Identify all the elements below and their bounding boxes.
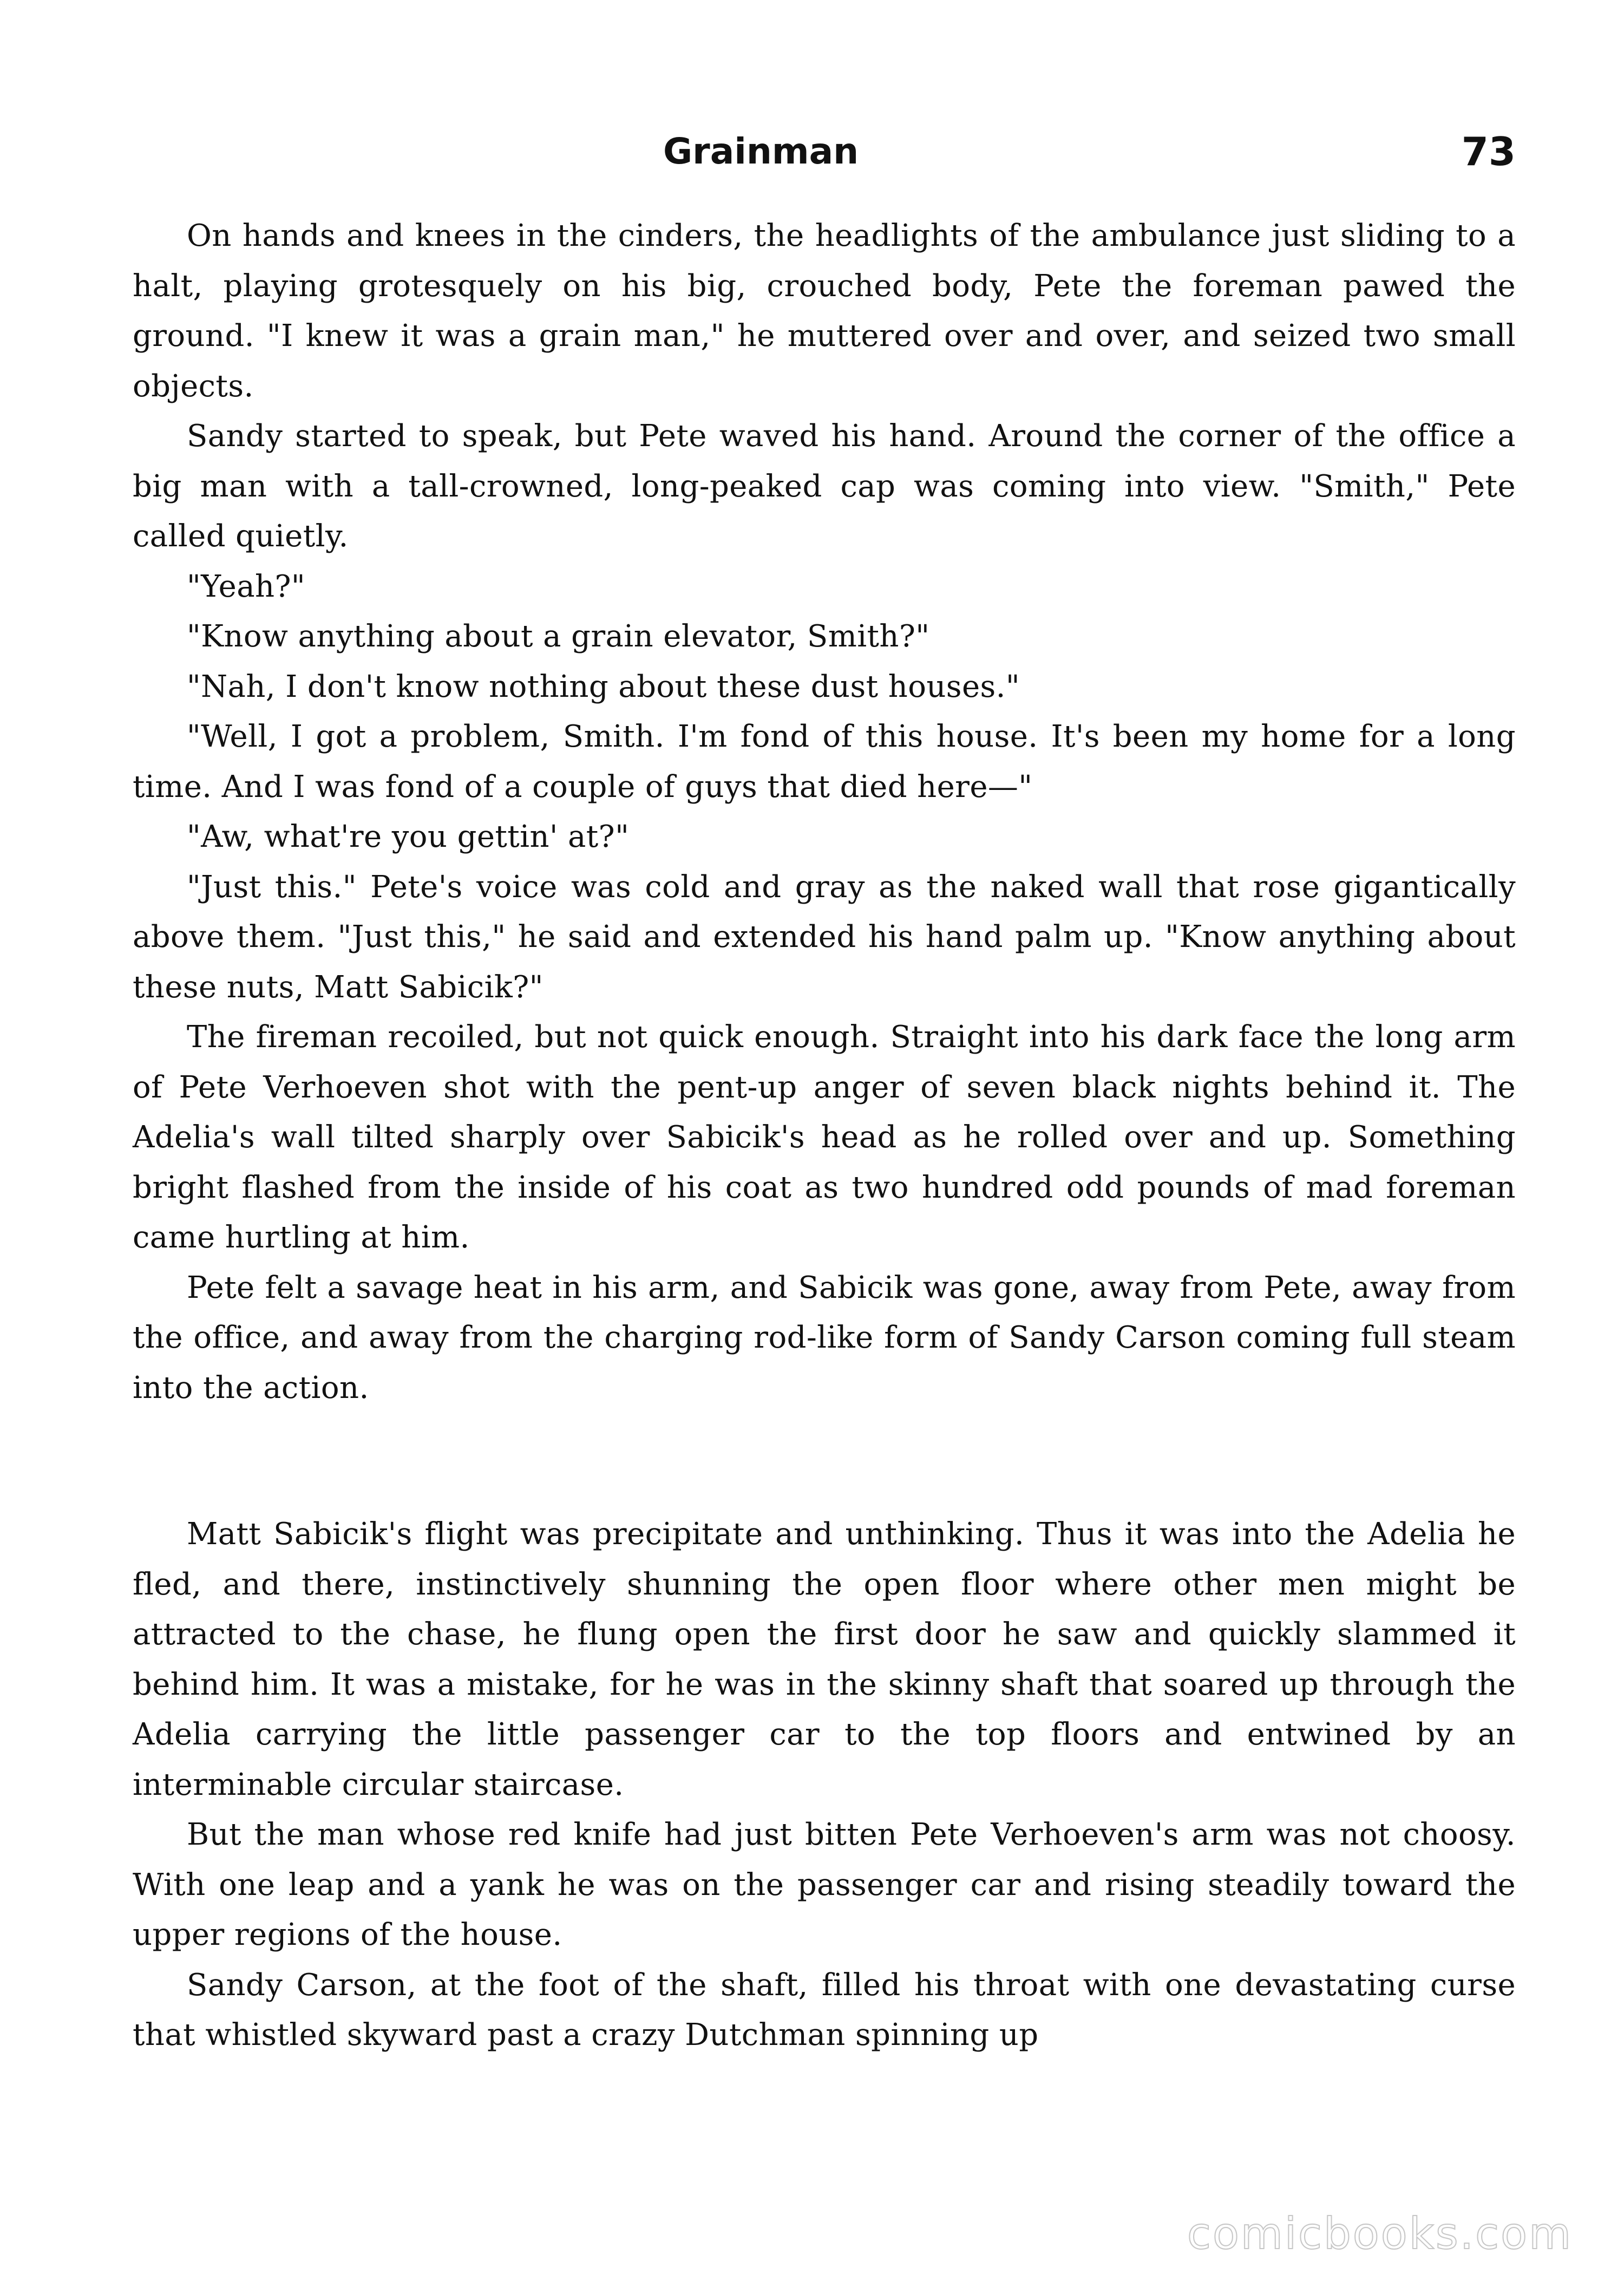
paragraph: "Well, I got a problem, Smith. I'm fond of this house. It's been my home for a long time. And I was fond of a couple of guys that died here—" bbox=[133, 719, 1516, 805]
body-text bbox=[133, 211, 1516, 2061]
paragraph: "Know anything about a grain elevator, Smith?" bbox=[187, 619, 930, 654]
section-break bbox=[133, 1413, 1516, 1510]
watermark: comicbooks.com bbox=[1187, 2208, 1573, 2259]
paragraph: Sandy started to speak, but Pete waved his hand. Around the corner of the office a big man with a tall-crowned, long-peaked cap was coming into view. "Smith," Pete called quietly. bbox=[133, 419, 1516, 554]
paragraph: Matt Sabicik's flight was precipitate and unthinking. Thus it was into the Adelia he fled, and there, instinctively shunning the open floor where other men might be attracted to the chase, he flung open the first door he saw and quickly slammed it behind him. It was a mistake, for he was in the skinny shaft that soared up through the Adelia carrying the little passenger car to the top floors and entwined by an interminable circular staircase. bbox=[133, 1517, 1516, 1802]
paragraph: "Aw, what're you gettin' at?" bbox=[187, 819, 630, 854]
page-number: 73 bbox=[1461, 129, 1516, 174]
paragraph: But the man whose red knife had just bitten Pete Verhoeven's arm was not choosy. With one leap and a yank he was on the passenger car and rising steadily toward the upper regions of the house. bbox=[133, 1817, 1516, 1952]
paragraph: "Yeah?" bbox=[187, 568, 306, 604]
paragraph: On hands and knees in the cinders, the headlights of the ambulance just sliding to a halt, playing grotesquely on his big, crouched body, Pete the foreman pawed the ground. "I knew it was a grain man," he muttered over and over, and seized two small objects. bbox=[133, 218, 1516, 404]
paragraph: Sandy Carson, at the foot of the shaft, filled his throat with one devastating curse that whistled skyward past a crazy Dutchman spinning up bbox=[133, 1967, 1516, 2053]
paragraph: "Nah, I don't know nothing about these dust houses." bbox=[187, 669, 1020, 704]
running-header bbox=[133, 122, 1516, 181]
paragraph: "Just this." Pete's voice was cold and gray as the naked wall that rose gigantically above them. "Just this," he said and extended his hand palm up. "Know anything about these nuts, Matt Sabicik?" bbox=[133, 869, 1516, 1005]
paragraph: The fireman recoiled, but not quick enough. Straight into his dark face the long arm of Pete Verhoeven shot with the pent-up anger of seven black nights behind it. The Adelia's wall tilted sharply over Sabicik's head as he rolled over and up. Something bright flashed from the inside of his coat as two hundred odd pounds of mad foreman came hurtling at him. bbox=[133, 1020, 1516, 1255]
paragraph: Pete felt a savage heat in his arm, and Sabicik was gone, away from Pete, away from the office, and away from the charging rod-like form of Sandy Carson coming full steam into the action. bbox=[133, 1270, 1516, 1406]
chapter-title: Grainman bbox=[663, 130, 859, 172]
